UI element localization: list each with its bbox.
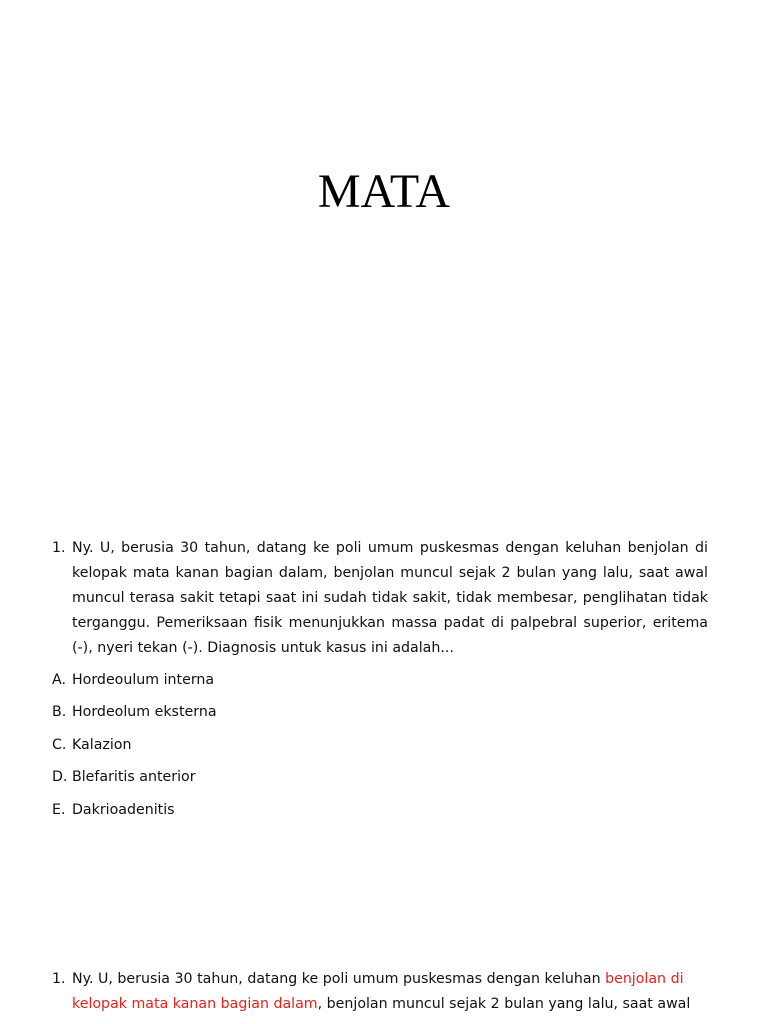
- option-e-text: Dakrioadenitis: [72, 801, 175, 818]
- answer-options: [52, 668, 708, 830]
- option-a-text: Hordeoulum interna: [72, 672, 215, 688]
- option-b: [52, 700, 708, 732]
- option-c-letter: C.: [52, 736, 67, 753]
- highlighted-keyword: benjolan di kelopak mata kanan bagian dalam: [72, 971, 684, 1012]
- option-c: [52, 733, 708, 765]
- option-a: [52, 668, 708, 700]
- question-text-after: , benjolan muncul sejak 2 bulan yang lalu, saat awal: [317, 996, 691, 1012]
- question-1-annotated-number: 1.: [52, 971, 66, 987]
- question-1-annotated: [52, 967, 708, 1017]
- option-e-letter: E.: [52, 801, 66, 818]
- question-1: [52, 536, 708, 830]
- option-d-text: Blefaritis anterior: [72, 769, 196, 786]
- question-1-text: Ny. U, berusia 30 tahun, datang ke poli umum puskesmas dengan keluhan benjolan di kelopak mata kanan bagian dalam, benjolan muncul sejak 2 bulan yang lalu, saat awal muncul terasa sakit tetapi saat ini sudah tidak sakit, tidak membesar, penglihatan tidak terganggu. Pemeriksaan fisik menunjukkan massa padat di palpebral superior, eritema (-), nyeri tekan (-). Diagnosis untuk kasus ini adalah...: [72, 540, 708, 656]
- option-b-letter: B.: [52, 704, 67, 721]
- option-d-letter: D.: [52, 769, 68, 786]
- page-title: MATA: [317, 165, 451, 218]
- option-b-text: Hordeolum eksterna: [72, 704, 217, 721]
- option-a-letter: A.: [52, 672, 66, 688]
- question-1-annotated-text: [72, 967, 708, 1017]
- question-1-annotated-stem: [52, 967, 708, 1017]
- option-c-text: Kalazion: [72, 736, 132, 753]
- question-text-before: Ny. U, berusia 30 tahun, datang ke poli umum puskesmas dengan keluhan: [72, 971, 606, 987]
- question-1-number: 1.: [52, 540, 66, 556]
- option-e: [52, 798, 708, 830]
- question-1-stem: [52, 536, 708, 661]
- option-d: [52, 765, 708, 797]
